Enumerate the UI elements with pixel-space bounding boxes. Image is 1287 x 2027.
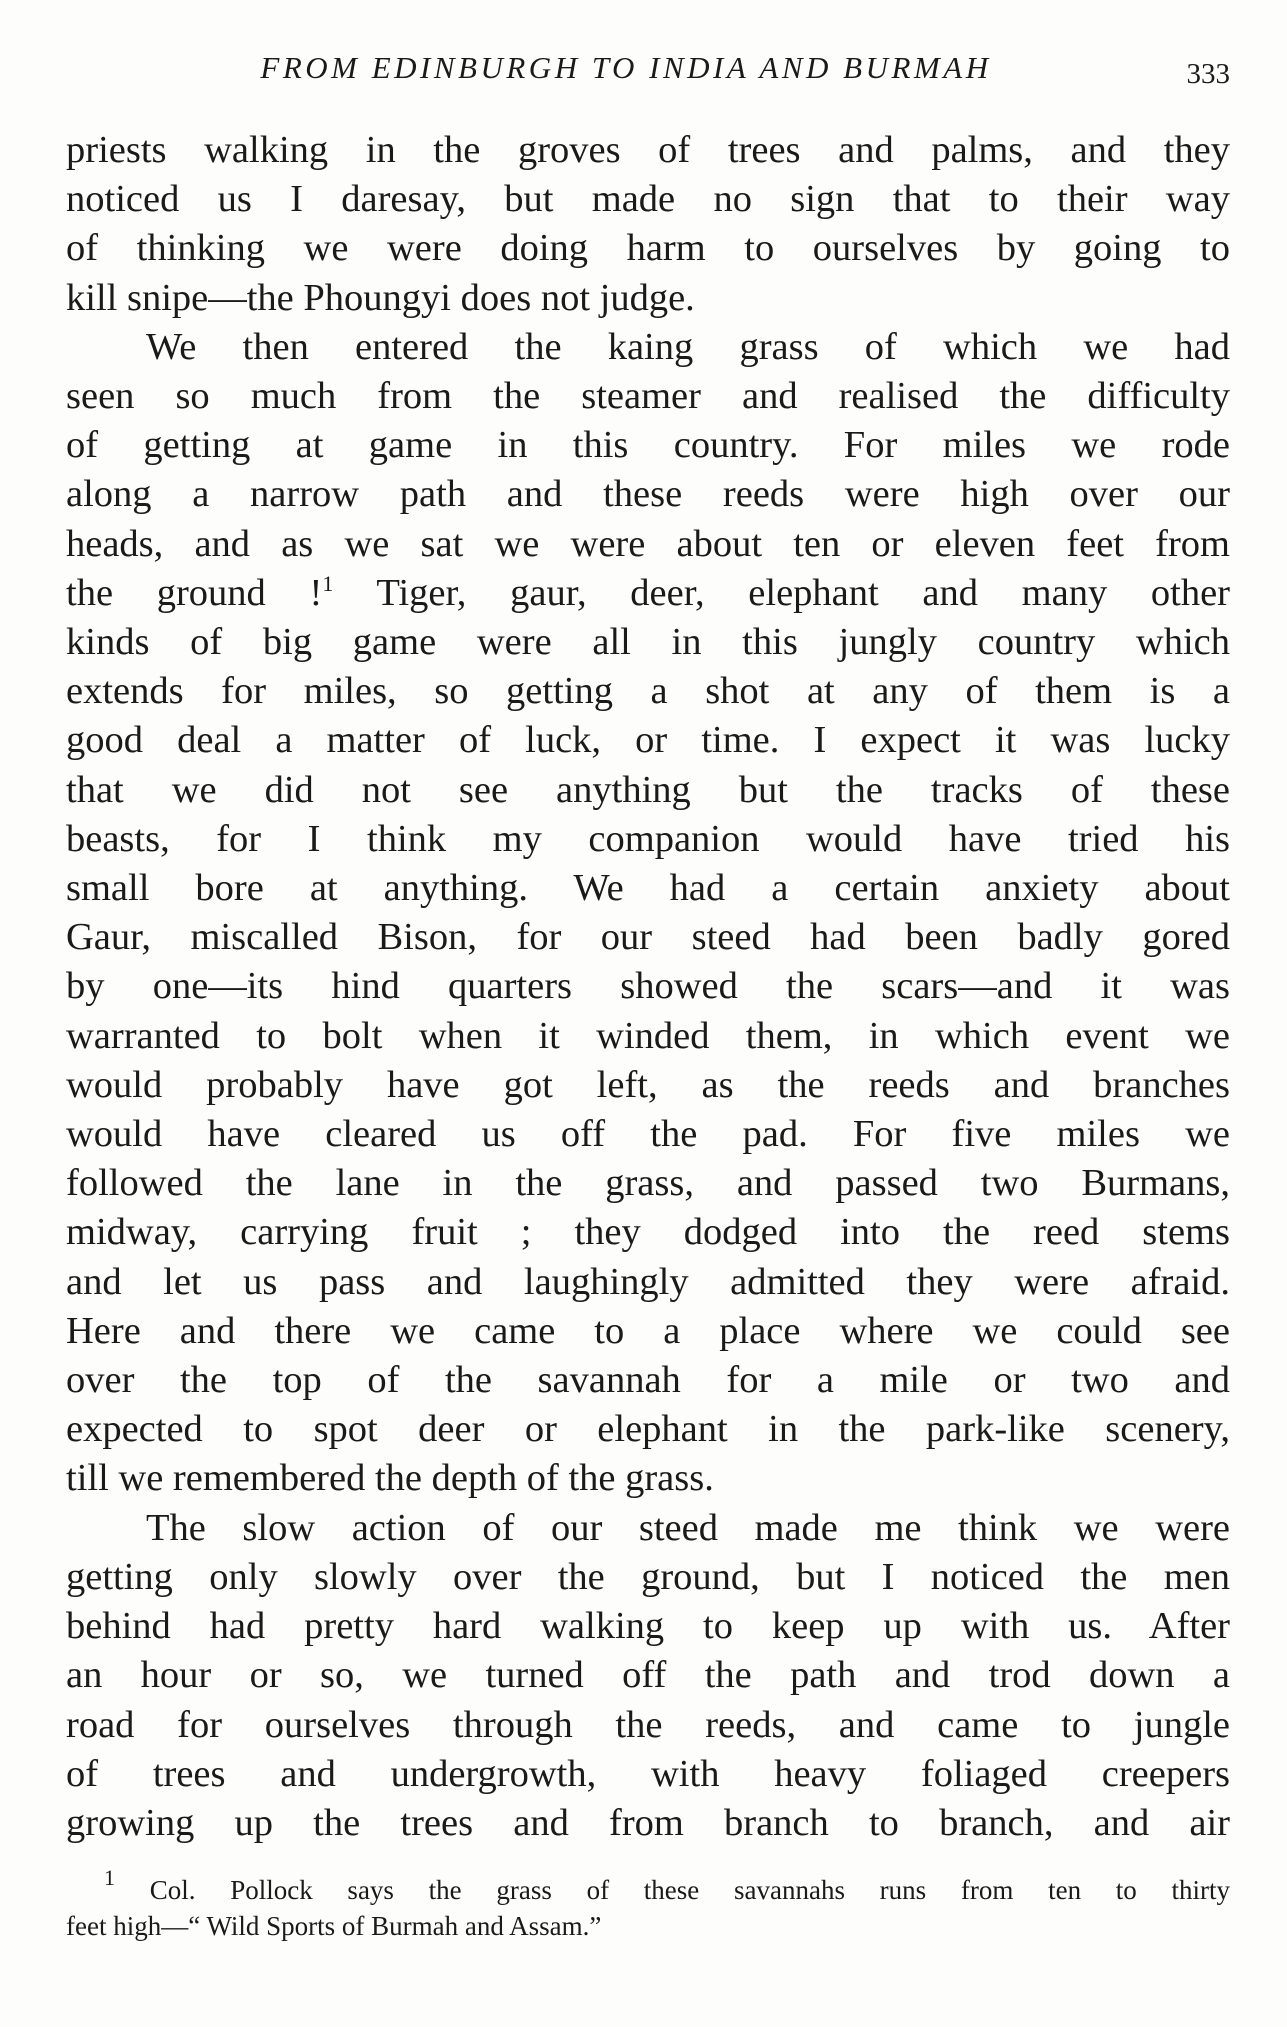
text-line: kill snipe—the Phoungyi does not judge.: [66, 276, 695, 319]
page-number: 333: [1186, 58, 1230, 90]
text-line: road for ourselves through the reeds, and came to jungle: [66, 1703, 1230, 1746]
text-line: midway, carrying fruit ; they dodged into the reed stems: [66, 1211, 1230, 1254]
text-line: of trees and undergrowth, with heavy foliaged creepers: [66, 1752, 1230, 1795]
text-line: We then entered the kaing grass of which we had: [146, 325, 1230, 368]
footnote-text: Col. Pollock says the grass of these savannahs runs from ten to thirty: [149, 1875, 1231, 1905]
body-text: [66, 126, 1230, 1848]
text-line: along a narrow path and these reeds were high over our: [66, 473, 1230, 516]
text-line: warranted to bolt when it winded them, in which event we: [66, 1014, 1230, 1057]
text-line: an hour or so, we turned off the path and trod down a: [66, 1654, 1230, 1697]
footnote-reference: 1: [322, 570, 334, 596]
text-line: Gaur, miscalled Bison, for our steed had been badly gored: [66, 916, 1230, 959]
text-line: Here and there we came to a place where we could see: [66, 1309, 1230, 1352]
text-line: behind had pretty hard walking to keep up with us. After: [66, 1605, 1230, 1648]
footnote-line: feet high—“ Wild Sports of Burmah and Assam.”: [66, 1911, 602, 1941]
text-line: followed the lane in the grass, and passed two Burmans,: [66, 1162, 1230, 1205]
text-line: seen so much from the steamer and realised the difficulty: [66, 375, 1230, 418]
text-line: growing up the trees and from branch to branch, and air: [66, 1801, 1230, 1844]
text-line: priests walking in the groves of trees and palms, and they: [66, 129, 1230, 171]
text-line: heads, and as we sat we were about ten or eleven feet from: [66, 522, 1230, 565]
text-line: of getting at game in this country. For miles we rode: [66, 424, 1230, 467]
text-line: The slow action of our steed made me think we were: [146, 1506, 1230, 1549]
text-line: small bore at anything. We had a certain anxiety about: [66, 867, 1230, 910]
text-line: beasts, for I think my companion would have tried his: [66, 817, 1230, 860]
text-line: that we did not see anything but the tracks of these: [66, 768, 1230, 811]
footnote-line: [66, 1865, 1231, 1908]
text-fragment: the ground !: [66, 571, 323, 614]
text-fragment: Tiger, gaur, deer, elephant and many other: [376, 571, 1230, 614]
running-head: [66, 48, 1230, 98]
footnote-marker: 1: [104, 1865, 115, 1890]
text-line: over the top of the savannah for a mile or two and: [66, 1359, 1230, 1402]
text-line: would probably have got left, as the reeds and branches: [66, 1063, 1230, 1106]
text-line: kinds of big game were all in this jungly country which: [66, 621, 1230, 664]
text-line: and let us pass and laughingly admitted they were afraid.: [66, 1260, 1230, 1303]
text-line: would have cleared us off the pad. For five miles we: [66, 1113, 1230, 1156]
text-line: getting only slowly over the ground, but I noticed the men: [66, 1555, 1230, 1598]
text-line-with-footnote: [66, 569, 1230, 618]
text-line: by one—its hind quarters showed the scars—and it was: [66, 965, 1230, 1008]
text-line: of thinking we were doing harm to ourselves by going to: [66, 227, 1230, 270]
text-line: noticed us I daresay, but made no sign that to their way: [66, 178, 1230, 221]
running-title: FROM EDINBURGH TO INDIA AND BURMAH: [260, 50, 992, 85]
text-line: good deal a matter of luck, or time. I expect it was lucky: [66, 719, 1230, 762]
footnotes: [66, 1865, 1231, 1944]
text-line: extends for miles, so getting a shot at any of them is a: [66, 670, 1230, 713]
text-line: expected to spot deer or elephant in the park-like scenery,: [66, 1408, 1230, 1451]
text-line: till we remembered the depth of the grass.: [66, 1457, 714, 1500]
